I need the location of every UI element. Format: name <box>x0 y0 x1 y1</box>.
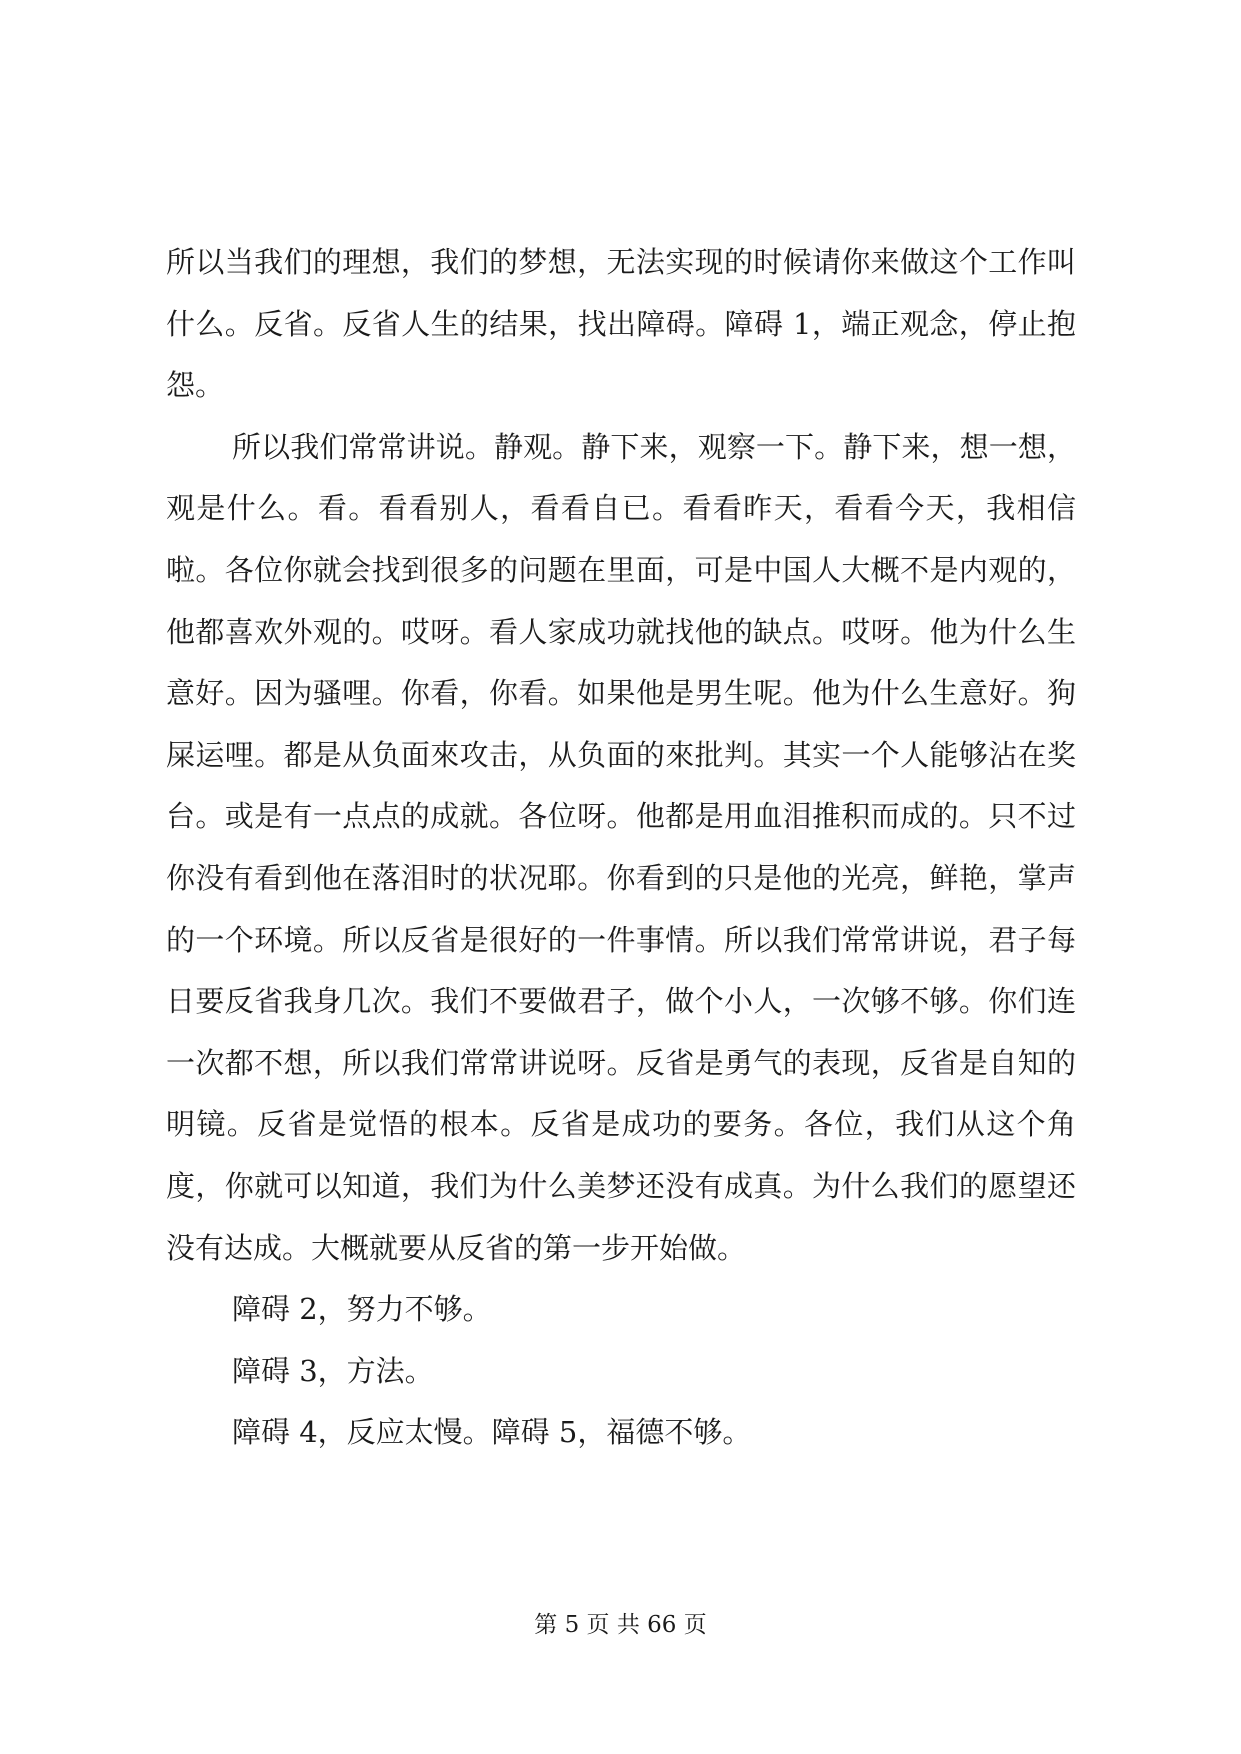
paragraph-1: 所以当我们的理想，我们的梦想，无法实现的时候请你来做这个工作叫什么。反省。反省人生的结果，找出障碍。障碍 1，端正观念，停止抱怨。 <box>166 245 1076 403</box>
paragraph-5: 障碍 4，反应太慢。障碍 5，福德不够。 <box>232 1415 752 1450</box>
paragraph-4: 障碍 3，方法。 <box>232 1353 434 1388</box>
body-text <box>166 232 1076 1464</box>
paragraph-3: 障碍 2，努力不够。 <box>232 1292 492 1327</box>
page-number-footer: 第 5 页 共 66 页 <box>534 1612 707 1638</box>
paragraph-2: 所以我们常常讲说。静观。静下来，观察一下。静下来，想一想，观是什么。看。看看别人，看看自已。看看昨天，看看今天，我相信啦。各位你就会找到很多的问题在里面，可是中国人大概不是内观的，他都喜欢外观的。哎呀。看人家成功就找他的缺点。哎呀。他为什么生意好。因为骚哩。你看，你看。如果他是男生呢。他为什么生意好。狗屎运哩。都是从负面來攻击，从负面的來批判。其实一个人能够沾在奖台。或是有一点点的成就。各位呀。他都是用血泪推积而成的。只不过你没有看到他在落泪时的状况耶。你看到的只是他的光亮，鲜艳，掌声的一个环境。所以反省是很好的一件事情。所以我们常常讲说，君子每日要反省我身几次。我们不要做君子，做个小人，一次够不够。你们连一次都不想，所以我们常常讲说呀。反省是勇气的表现，反省是自知的明镜。反省是觉悟的根本。反省是成功的要务。各位，我们从这个角度，你就可以知道，我们为什么美梦还没有成真。为什么我们的愿望还没有达成。大概就要从反省的第一步开始做。 <box>166 429 1076 1265</box>
